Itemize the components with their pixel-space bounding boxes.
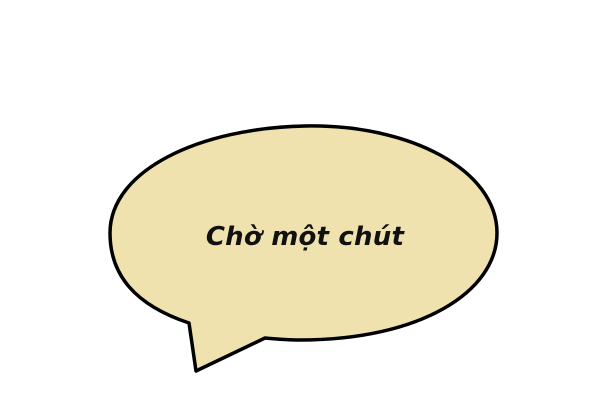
speech-bubble-text: Chờ một chút xyxy=(205,222,405,252)
